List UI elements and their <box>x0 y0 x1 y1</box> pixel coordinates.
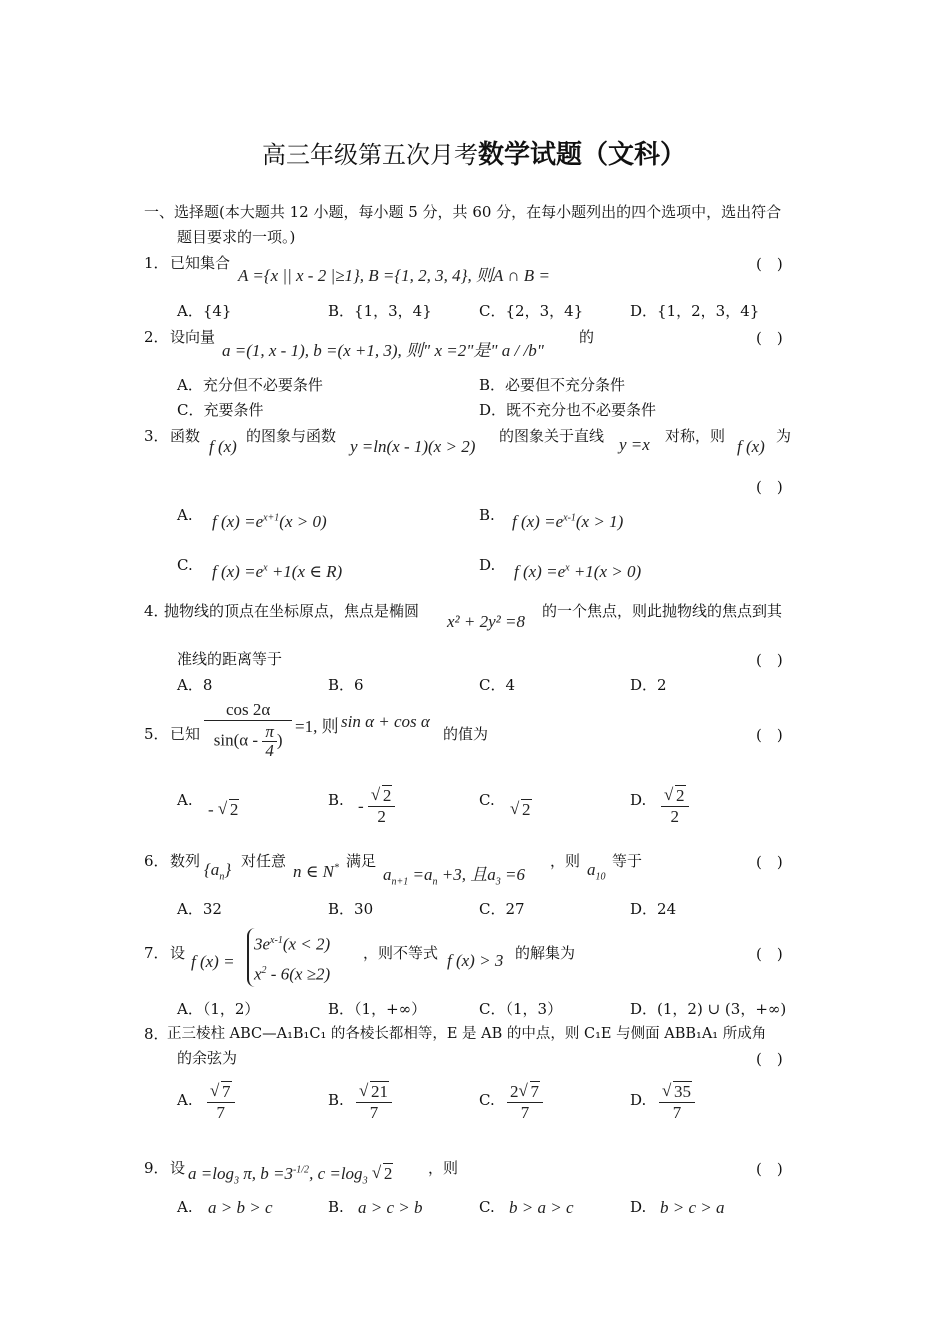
q6-expr-4: $a_{10}$ <box>587 860 606 883</box>
q5-option-c-label: C. <box>479 791 495 809</box>
q3-option-c-label: C. <box>177 556 193 574</box>
section-header-line1: 一、选择题(本大题共 12 小题，每小题 5 分，共 60 分，在每小题列出的四个选项中，选出符合 <box>144 203 782 221</box>
q7-option-c: C．（1，3） <box>479 1000 563 1018</box>
q8-option-a: √ $\frac{7}{7}$ <box>207 1082 235 1123</box>
q8-answer-blank: ( ) <box>756 1050 783 1068</box>
q3-text-1: 函数 <box>170 427 201 445</box>
q1-number: 1． <box>144 254 169 272</box>
q5-text-2: 的值为 <box>443 725 489 743</box>
q5-option-d-label: D. <box>630 791 647 809</box>
q5-answer-blank: ( ) <box>756 726 783 744</box>
q4-option-b: B．6 <box>328 676 364 694</box>
q6-text-5: 等于 <box>612 852 643 870</box>
q2-number: 2． <box>144 328 169 346</box>
q9-option-d: b > c > a <box>660 1198 725 1217</box>
q5-fraction-denominator: sin(α - $\frac{\pi}{4}$ ) <box>213 722 283 760</box>
q5-option-b-label: B. <box>328 791 344 809</box>
q1-option-d: D．{1，2，3，4} <box>630 302 760 320</box>
q9-option-a: a > b > c <box>208 1198 273 1217</box>
q5-option-b: - √ $\frac{2}{2}$ <box>358 786 395 827</box>
page-title <box>262 134 686 171</box>
q8-text-line1: 正三棱柱 ABC—A₁B₁C₁ 的各棱长都相等，E 是 AB 的中点，则 C₁E 与侧面 ABB₁A₁ 所成角 <box>167 1026 767 1042</box>
q5-expr: sin α + cos α <box>341 712 430 731</box>
q7-answer-blank: ( ) <box>756 945 783 963</box>
q9-option-d-label: D. <box>630 1198 647 1216</box>
q5-fraction <box>204 700 292 760</box>
q5-fraction-numerator: cos 2α <box>204 700 292 721</box>
section-header-line2: 题目要求的一项。) <box>177 228 296 246</box>
q3-option-c: f $(x) =e^x +1(x$ ∈ R) <box>212 562 343 581</box>
title-bold: 数学试题（文科） <box>478 140 687 170</box>
q6-option-d: D．24 <box>630 900 677 918</box>
q9-text-2: ，则 <box>428 1159 459 1177</box>
q3-option-d: f $(x) =e^x +1(x > 0)$ <box>514 562 642 581</box>
q6-expr-1: $\{a_n\}$ <box>204 860 232 883</box>
q9-expr: $a =\log_3$ π, $b =3^{-1/2}$, $c =\log_3$ √ 2 <box>188 1164 393 1186</box>
q3-option-b: f $(x) =e^{x-1}(x > 1)$ <box>512 512 624 531</box>
q6-expr-3: $a_{n+1} =a_n +3$, 且$a_3 =6$ <box>383 865 525 888</box>
q5-number: 5． <box>144 725 169 743</box>
q4-option-d: D．2 <box>630 676 667 694</box>
q1-expr: A ={x || x - 2 |≥1}, B ={1, 2, 3, 4}, 则A ∩ B = <box>238 266 550 285</box>
q4-text-2: 的一个焦点，则此抛物线的焦点到其 <box>542 602 783 620</box>
q9-option-c: b > a > c <box>509 1198 574 1217</box>
q3-number: 3． <box>144 427 169 445</box>
q7-piecewise: $3e^{x-1}(x < 2)$ $x^2 - 6(x \ge 2)$ <box>247 928 330 987</box>
q2-option-b: B．必要但不充分条件 <box>479 376 626 394</box>
q3-text-3: 的图象关于直线 <box>499 427 605 445</box>
q7-text-3: 的解集为 <box>515 944 576 962</box>
q5-option-c: √ 2 <box>510 800 532 820</box>
q6-number: 6． <box>144 852 169 870</box>
q6-option-b: B．30 <box>328 900 374 918</box>
q8-option-c-label: C. <box>479 1091 495 1109</box>
q8-text-line2: 的余弦为 <box>177 1049 238 1067</box>
q1-option-a: A．{4} <box>177 302 232 320</box>
q9-number: 9． <box>144 1159 169 1177</box>
q4-number: 4． <box>144 602 169 620</box>
q6-answer-blank: ( ) <box>756 853 783 871</box>
q7-option-b: B．（1，+∞） <box>328 1000 427 1018</box>
q6-option-c: C．27 <box>479 900 525 918</box>
q2-tail: 的 <box>579 328 595 346</box>
q2-expr: a =(1, x - 1), b =(x +1, 3), 则" x =2"是" a / /b" <box>222 341 544 360</box>
q3-option-b-label: B. <box>479 506 495 524</box>
q3-text-4: 对称，则 <box>665 427 726 445</box>
title-normal: 高三年级第五次月考 <box>262 141 478 169</box>
q3-expr-3: y =x <box>619 435 650 454</box>
q7-text-1: 设 <box>170 944 186 962</box>
q7-expr-2: f (x) > 3 <box>447 951 504 970</box>
q6-text-3: 满足 <box>346 852 377 870</box>
q9-answer-blank: ( ) <box>756 1160 783 1178</box>
q7-number: 7． <box>144 944 169 962</box>
q1-text: 已知集合 <box>170 254 231 272</box>
q1-option-c: C．{2，3，4} <box>479 302 584 320</box>
q4-option-c: C．4 <box>479 676 516 694</box>
q3-option-a: f $(x) =e^{x+1}(x > 0)$ <box>212 512 327 531</box>
q3-expr-2: y =ln(x - 1)(x > 2) <box>350 437 476 456</box>
q4-option-a: A．8 <box>177 676 213 694</box>
q3-option-d-label: D. <box>479 556 496 574</box>
q2-text: 设向量 <box>170 328 216 346</box>
q8-option-a-label: A. <box>177 1091 193 1109</box>
q3-answer-blank: ( ) <box>756 478 783 496</box>
q1-answer-blank: ( ) <box>756 255 783 273</box>
q3-expr-4: f (x) <box>737 437 765 456</box>
q5-option-d: √ $\frac{2}{2}$ <box>661 786 689 827</box>
q5-eq: =1, 则 <box>295 717 339 736</box>
q2-option-a: A．充分但不必要条件 <box>177 376 323 394</box>
q1-option-b: B．{1，3，4} <box>328 302 432 320</box>
q9-option-b: a > c > b <box>358 1198 423 1217</box>
q4-expr: x² + 2y² =8 <box>447 612 525 631</box>
q6-option-a: A．32 <box>177 900 222 918</box>
q4-text-line2: 准线的距离等于 <box>177 650 283 668</box>
q9-option-a-label: A. <box>177 1198 193 1216</box>
q4-answer-blank: ( ) <box>756 651 783 669</box>
q8-option-d-label: D. <box>630 1091 647 1109</box>
q2-option-d: D．既不充分也不必要条件 <box>479 401 657 419</box>
q5-text-1: 已知 <box>170 725 201 743</box>
q3-expr-1: f (x) <box>209 437 237 456</box>
q4-text-1: 抛物线的顶点在坐标原点，焦点是椭圆 <box>164 602 420 620</box>
q2-option-c: C．充要条件 <box>177 401 264 419</box>
q8-number: 8． <box>144 1025 169 1043</box>
q5-option-a: - √ 2 <box>208 800 239 820</box>
q7-fx: f (x) = <box>191 952 235 971</box>
q8-option-b: √ $\frac{21}{7}$ <box>356 1082 392 1123</box>
q6-text-4: ，则 <box>550 852 581 870</box>
q3-text-5: 为 <box>776 427 792 445</box>
q8-option-c: $\frac{2√ 7}{7}$ <box>507 1082 543 1123</box>
q7-option-d: D．(1，2) ∪ (3，+∞) <box>630 1000 787 1018</box>
q9-option-b-label: B. <box>328 1198 344 1216</box>
q5-option-a-label: A. <box>177 791 193 809</box>
q6-expr-2: n ∈ N* <box>293 862 339 881</box>
q8-option-b-label: B. <box>328 1091 344 1109</box>
q2-answer-blank: ( ) <box>756 329 783 347</box>
q6-text-2: 对任意 <box>241 852 287 870</box>
q3-option-a-label: A. <box>177 506 193 524</box>
q7-text-2: ，则不等式 <box>363 944 439 962</box>
q9-text-1: 设 <box>170 1159 186 1177</box>
q7-option-a: A．（1，2） <box>177 1000 260 1018</box>
q9-option-c-label: C. <box>479 1198 495 1216</box>
q6-text-1: 数列 <box>170 852 201 870</box>
q3-text-2: 的图象与函数 <box>246 427 337 445</box>
q8-option-d: √ $\frac{35}{7}$ <box>659 1082 695 1123</box>
